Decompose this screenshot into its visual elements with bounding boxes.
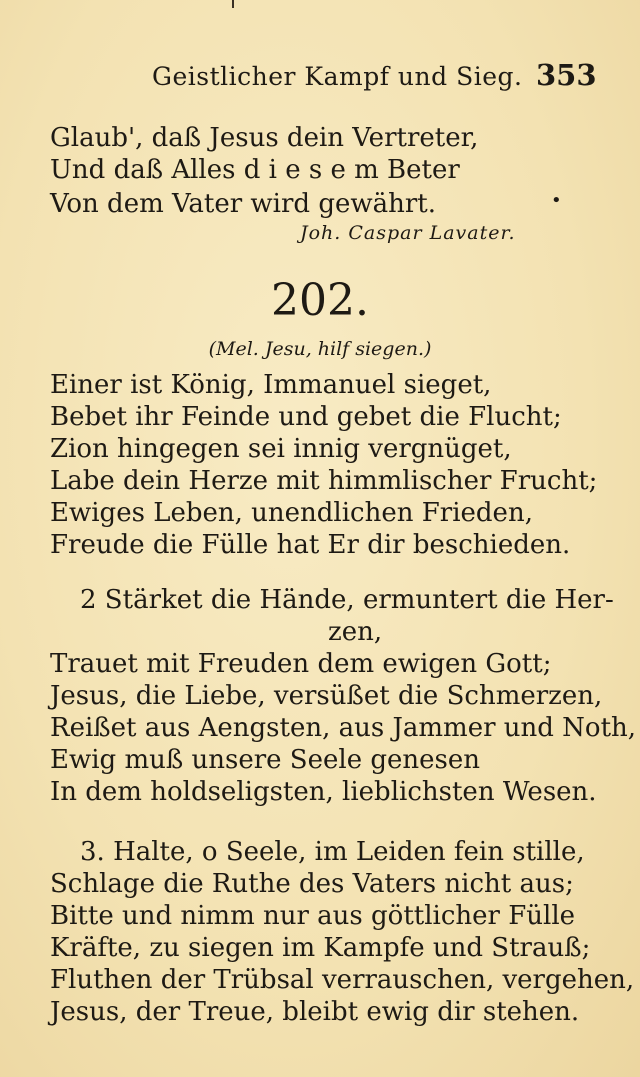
verse-line: Ewiges Leben, unendlichen Frieden, [50,498,533,528]
verse-line: 3. Halte, o Seele, im Leiden fein stille, [80,837,585,867]
hymn-author: Joh. Caspar Lavater. [300,222,516,244]
stray-print-mark: • [551,190,562,211]
stanza-2 [50,584,636,808]
verse-line: Bebet ihr Feinde und gebet die Flucht; [50,402,562,432]
melody-reference: (Mel. Jesu, hilf siegen.) [208,338,432,360]
stanza-3 [50,836,634,1028]
verse-line-continuation: zen, [328,617,383,647]
print-mark [232,0,234,8]
stanza-1 [50,369,597,561]
verse-line: Labe dein Herze mit himmlischer Frucht; [50,466,598,496]
verse-line: Ewig muß unsere Seele genesen [50,745,480,775]
verse-line: Bitte und nimm nur aus göttlicher Fülle [50,901,576,931]
verse-line: 2 Stärket die Hände, ermuntert die Her- [80,585,614,615]
verse-line: Glaub', daß Jesus dein Vertreter, [50,123,479,153]
previous-hymn-ending [50,122,478,220]
verse-line: Einer ist König, Immanuel sieget, [50,370,492,400]
verse-line: Trauet mit Freuden dem ewigen Gott; [50,649,552,679]
verse-line: Fluthen der Trübsal verrauschen, vergehen, [50,965,635,995]
verse-line: Und daß Alles d i e s e m Beter [50,155,460,185]
running-head: Geistlicher Kampf und Sieg. [152,62,523,91]
verse-line: Reißet aus Aengsten, aus Jammer und Noth, [50,713,637,743]
verse-line: Kräfte, zu siegen im Kampfe und Strauß; [50,933,591,963]
page-number: 353 [536,58,597,92]
verse-line: Jesus, die Liebe, versüßet die Schmerzen, [50,681,603,711]
verse-line: Freude die Fülle hat Er dir beschieden. [50,530,571,560]
verse-line: Schlage die Ruthe des Vaters nicht aus; [50,869,574,899]
verse-line: Von dem Vater wird gewährt. [50,189,437,219]
verse-line: In dem holdseligsten, lieblichsten Wesen. [50,777,597,807]
verse-line: Zion hingegen sei innig vergnüget, [50,434,512,464]
verse-line: Jesus, der Treue, bleibt ewig dir stehen. [50,997,580,1027]
hymn-number: 202. [271,275,369,326]
